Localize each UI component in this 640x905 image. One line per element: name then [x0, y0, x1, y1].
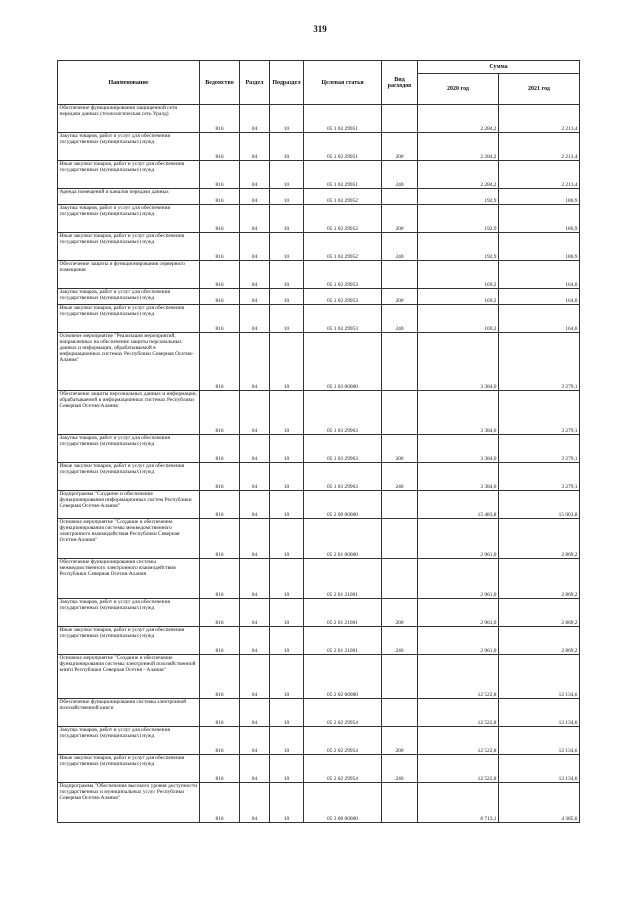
row-name: Обеспечение функционирования системы межведомственного электронного взаимодействия Республики Северная Осетия-Алания	[58, 559, 200, 599]
row-vr: 240	[382, 755, 418, 783]
row-ved: 816	[200, 699, 240, 727]
row-name: Закупка товаров, работ и услуг для обеспечения государственных (муниципальных) нужд	[58, 133, 200, 161]
header-razdel: Раздел	[240, 61, 270, 105]
row-vr	[382, 333, 418, 391]
table-row	[58, 699, 580, 727]
table-row	[58, 391, 580, 435]
row-name: Закупка товаров, работ и услуг для обеспечения государственных (муниципальных) нужд	[58, 205, 200, 233]
row-podrazdel: 10	[270, 699, 304, 727]
row-razdel: 04	[240, 783, 270, 823]
row-cs: 05 2 01 21001	[304, 559, 382, 599]
row-podrazdel: 10	[270, 627, 304, 655]
table-row	[58, 727, 580, 755]
table-row	[58, 435, 580, 463]
row-cs: 05 1 03 00000	[304, 333, 382, 391]
row-ved: 816	[200, 161, 240, 189]
row-2021: 12 134,6	[499, 755, 580, 783]
table-row	[58, 599, 580, 627]
row-cs: 05 1 03 29963	[304, 463, 382, 491]
row-razdel: 04	[240, 463, 270, 491]
page-number: 319	[313, 24, 327, 34]
row-vr	[382, 699, 418, 727]
row-podrazdel: 10	[270, 559, 304, 599]
row-2021: 12 134,6	[499, 655, 580, 699]
table-row	[58, 463, 580, 491]
header-2021: 2021 год	[499, 74, 580, 105]
row-podrazdel: 10	[270, 233, 304, 261]
row-name: Иные закупки товаров, работ и услуг для обеспечения государственных (муниципальных) нужд	[58, 233, 200, 261]
row-razdel: 04	[240, 655, 270, 699]
row-2020: 3 384,0	[418, 463, 499, 491]
row-2020: 12 522,8	[418, 699, 499, 727]
row-cs: 05 1 02 29952	[304, 189, 382, 205]
row-2020: 3 384,0	[418, 435, 499, 463]
row-2020: 169,2	[418, 305, 499, 333]
row-name: Основное мероприятие "Создание и обеспечение функционирования системы электронной похозяйственной книги Республики Северная Осетия - Алания"	[58, 655, 200, 699]
row-2020: 2 961,0	[418, 519, 499, 559]
row-razdel: 04	[240, 233, 270, 261]
row-ved: 816	[200, 627, 240, 655]
row-ved: 816	[200, 519, 240, 559]
row-podrazdel: 10	[270, 305, 304, 333]
row-cs: 05 1 03 29963	[304, 391, 382, 435]
row-vr: 200	[382, 205, 418, 233]
row-vr	[382, 783, 418, 823]
row-cs: 05 1 02 29952	[304, 205, 382, 233]
row-vr: 240	[382, 627, 418, 655]
row-vr: 240	[382, 161, 418, 189]
row-2021: 164,0	[499, 305, 580, 333]
row-ved: 816	[200, 755, 240, 783]
row-razdel: 04	[240, 627, 270, 655]
table-row	[58, 333, 580, 391]
row-ved: 816	[200, 333, 240, 391]
row-razdel: 04	[240, 519, 270, 559]
row-razdel: 04	[240, 105, 270, 133]
row-razdel: 04	[240, 559, 270, 599]
row-razdel: 04	[240, 189, 270, 205]
row-cs: 05 1 02 29953	[304, 289, 382, 305]
table-header	[58, 61, 580, 105]
row-razdel: 04	[240, 333, 270, 391]
row-2020: 2 961,0	[418, 559, 499, 599]
row-podrazdel: 10	[270, 289, 304, 305]
row-vr	[382, 189, 418, 205]
table-body	[58, 105, 580, 823]
row-cs: 05 1 03 29963	[304, 435, 382, 463]
row-2020: 12 522,8	[418, 755, 499, 783]
row-2021: 2 869,2	[499, 559, 580, 599]
row-razdel: 04	[240, 305, 270, 333]
row-2021: 186,9	[499, 205, 580, 233]
row-razdel: 04	[240, 261, 270, 289]
row-name: Подпрограмма "Создание и обеспечение функционирования информационных систем Республики Северная Осетия-Алания"	[58, 491, 200, 519]
row-2021: 2 213,4	[499, 133, 580, 161]
row-name: Иные закупки товаров, работ и услуг для обеспечения государственных (муниципальных) нужд	[58, 305, 200, 333]
row-2021: 186,9	[499, 233, 580, 261]
row-cs: 05 2 01 21001	[304, 599, 382, 627]
row-podrazdel: 10	[270, 435, 304, 463]
row-vr	[382, 655, 418, 699]
row-razdel: 04	[240, 391, 270, 435]
row-cs: 05 1 02 29952	[304, 233, 382, 261]
row-podrazdel: 10	[270, 261, 304, 289]
row-cs: 05 1 02 29951	[304, 133, 382, 161]
row-podrazdel: 10	[270, 133, 304, 161]
row-cs: 05 1 02 29951	[304, 105, 382, 133]
row-2020: 169,2	[418, 261, 499, 289]
row-name: Иные закупки товаров, работ и услуг для обеспечения государственных (муниципальных) нужд	[58, 463, 200, 491]
row-2021: 12 134,6	[499, 727, 580, 755]
row-name: Обеспечение функционирования защищенной сети передачи данных (технологическая сеть Уралд)	[58, 105, 200, 133]
row-2020: 3 384,0	[418, 391, 499, 435]
budget-table	[57, 60, 580, 823]
row-vr	[382, 559, 418, 599]
table-row	[58, 755, 580, 783]
row-ved: 816	[200, 289, 240, 305]
row-podrazdel: 10	[270, 727, 304, 755]
row-vr	[382, 519, 418, 559]
row-name: Аренда помещений и каналов передачи данных	[58, 189, 200, 205]
row-podrazdel: 10	[270, 519, 304, 559]
row-razdel: 04	[240, 133, 270, 161]
row-name: Закупка товаров, работ и услуг для обеспечения государственных (муниципальных) нужд	[58, 599, 200, 627]
row-ved: 816	[200, 599, 240, 627]
header-ved: Ведомство	[200, 61, 240, 105]
row-2021: 2 869,2	[499, 599, 580, 627]
row-podrazdel: 10	[270, 189, 304, 205]
row-podrazdel: 10	[270, 783, 304, 823]
table-row	[58, 559, 580, 599]
row-2021: 3 279,1	[499, 463, 580, 491]
row-vr: 200	[382, 727, 418, 755]
row-razdel: 04	[240, 491, 270, 519]
row-ved: 816	[200, 655, 240, 699]
row-podrazdel: 10	[270, 391, 304, 435]
row-ved: 816	[200, 105, 240, 133]
row-name: Закупка товаров, работ и услуг для обеспечения государственных (муниципальных) нужд	[58, 727, 200, 755]
row-cs: 05 2 01 00000	[304, 519, 382, 559]
row-razdel: 04	[240, 205, 270, 233]
row-cs: 05 3 00 00000	[304, 783, 382, 823]
table-row	[58, 305, 580, 333]
row-2021: 2 869,2	[499, 627, 580, 655]
row-2020: 169,2	[418, 289, 499, 305]
row-2020: 2 961,0	[418, 599, 499, 627]
table-row	[58, 133, 580, 161]
row-2021: 164,0	[499, 261, 580, 289]
row-cs: 05 2 02 29954	[304, 755, 382, 783]
row-name: Основное мероприятие "Создание и обеспечение функционирования системы межведомственного электронного взаимодействия Республики Северная Осетия-Алания"	[58, 519, 200, 559]
row-ved: 816	[200, 261, 240, 289]
row-vr	[382, 491, 418, 519]
row-razdel: 04	[240, 435, 270, 463]
row-ved: 816	[200, 463, 240, 491]
row-name: Иные закупки товаров, работ и услуг для обеспечения государственных (муниципальных) нужд	[58, 755, 200, 783]
table-row	[58, 289, 580, 305]
table-row	[58, 233, 580, 261]
row-podrazdel: 10	[270, 161, 304, 189]
row-ved: 816	[200, 189, 240, 205]
row-name: Основное мероприятие "Реализация мероприятий, направленных на обеспечение защиты персональных данных и информации, обрабатываемой в информационных системах Республики Северная Осетия-Алания"	[58, 333, 200, 391]
row-ved: 816	[200, 783, 240, 823]
row-podrazdel: 10	[270, 333, 304, 391]
row-cs: 05 2 02 00000	[304, 655, 382, 699]
row-name: Закупка товаров, работ и услуг для обеспечения государственных (муниципальных) нужд	[58, 435, 200, 463]
row-2020: 2 284,2	[418, 161, 499, 189]
row-podrazdel: 10	[270, 205, 304, 233]
row-vr: 200	[382, 599, 418, 627]
row-2020: 2 284,2	[418, 105, 499, 133]
row-cs: 05 1 02 29951	[304, 161, 382, 189]
table-row	[58, 519, 580, 559]
row-vr: 200	[382, 133, 418, 161]
row-podrazdel: 10	[270, 105, 304, 133]
row-cs: 05 1 02 29953	[304, 305, 382, 333]
row-cs: 05 2 02 29954	[304, 727, 382, 755]
row-ved: 816	[200, 305, 240, 333]
row-name: Обеспечение защиты персональных данных и информации, обрабатываемой в информационных системах Республики Северная Осетия-Алания	[58, 391, 200, 435]
row-ved: 816	[200, 133, 240, 161]
row-vr	[382, 391, 418, 435]
row-2021: 3 279,1	[499, 391, 580, 435]
row-vr: 240	[382, 463, 418, 491]
row-vr: 240	[382, 305, 418, 333]
header-2020: 2020 год	[418, 74, 499, 105]
row-cs: 05 2 01 21001	[304, 627, 382, 655]
table-row	[58, 261, 580, 289]
row-razdel: 04	[240, 161, 270, 189]
row-ved: 816	[200, 391, 240, 435]
header-podrazdel: Подраздел	[270, 61, 304, 105]
row-podrazdel: 10	[270, 491, 304, 519]
row-podrazdel: 10	[270, 599, 304, 627]
row-razdel: 04	[240, 755, 270, 783]
row-cs: 05 1 02 29953	[304, 261, 382, 289]
row-podrazdel: 10	[270, 755, 304, 783]
table-row	[58, 189, 580, 205]
row-2021: 3 279,1	[499, 435, 580, 463]
row-razdel: 04	[240, 599, 270, 627]
row-2021: 2 869,2	[499, 519, 580, 559]
row-2021: 4 385,6	[499, 783, 580, 823]
row-ved: 816	[200, 205, 240, 233]
row-2020: 12 522,8	[418, 655, 499, 699]
row-2020: 192,9	[418, 189, 499, 205]
row-ved: 816	[200, 435, 240, 463]
row-razdel: 04	[240, 289, 270, 305]
row-name: Подпрограмма "Обеспечение высокого уровня доступности государственных и муниципальных услуг Республики Северная Осетия-Алания"	[58, 783, 200, 823]
table-row	[58, 655, 580, 699]
row-2021: 12 134,6	[499, 699, 580, 727]
table-row	[58, 783, 580, 823]
header-summa: Сумма	[418, 61, 580, 74]
row-ved: 816	[200, 491, 240, 519]
row-2020: 8 713,1	[418, 783, 499, 823]
row-cs: 05 2 00 00000	[304, 491, 382, 519]
row-vr: 200	[382, 435, 418, 463]
table-row	[58, 161, 580, 189]
row-2021: 2 213,4	[499, 105, 580, 133]
row-2021: 3 279,1	[499, 333, 580, 391]
row-razdel: 04	[240, 699, 270, 727]
row-2020: 2 961,0	[418, 627, 499, 655]
header-vr: Вид расходов	[382, 61, 418, 105]
row-vr: 240	[382, 233, 418, 261]
row-2020: 2 284,2	[418, 133, 499, 161]
row-name: Иные закупки товаров, работ и услуг для обеспечения государственных (муниципальных) нужд	[58, 161, 200, 189]
row-podrazdel: 10	[270, 463, 304, 491]
table-row	[58, 627, 580, 655]
row-2020: 15 483,8	[418, 491, 499, 519]
row-ved: 816	[200, 727, 240, 755]
row-ved: 816	[200, 233, 240, 261]
header-cs: Целевая статья	[304, 61, 382, 105]
table-row	[58, 491, 580, 519]
row-cs: 05 2 02 29954	[304, 699, 382, 727]
row-2020: 12 522,8	[418, 727, 499, 755]
row-vr	[382, 105, 418, 133]
table-row	[58, 205, 580, 233]
row-name: Закупка товаров, работ и услуг для обеспечения государственных (муниципальных) нужд	[58, 289, 200, 305]
row-vr	[382, 261, 418, 289]
row-podrazdel: 10	[270, 655, 304, 699]
row-2021: 186,9	[499, 189, 580, 205]
row-ved: 816	[200, 559, 240, 599]
row-2020: 3 384,0	[418, 333, 499, 391]
row-name: Иные закупки товаров, работ и услуг для обеспечения государственных (муниципальных) нужд	[58, 627, 200, 655]
row-vr: 200	[382, 289, 418, 305]
row-name: Обеспечение функционирования системы электронной похозяйственной книги	[58, 699, 200, 727]
row-2021: 164,0	[499, 289, 580, 305]
row-2021: 2 213,4	[499, 161, 580, 189]
table-row	[58, 105, 580, 133]
row-name: Обеспечение защиты и функционирования серверного помещения	[58, 261, 200, 289]
row-razdel: 04	[240, 727, 270, 755]
header-name: Наименование	[58, 61, 200, 105]
row-2020: 192,9	[418, 233, 499, 261]
row-2021: 15 003,8	[499, 491, 580, 519]
row-2020: 192,9	[418, 205, 499, 233]
